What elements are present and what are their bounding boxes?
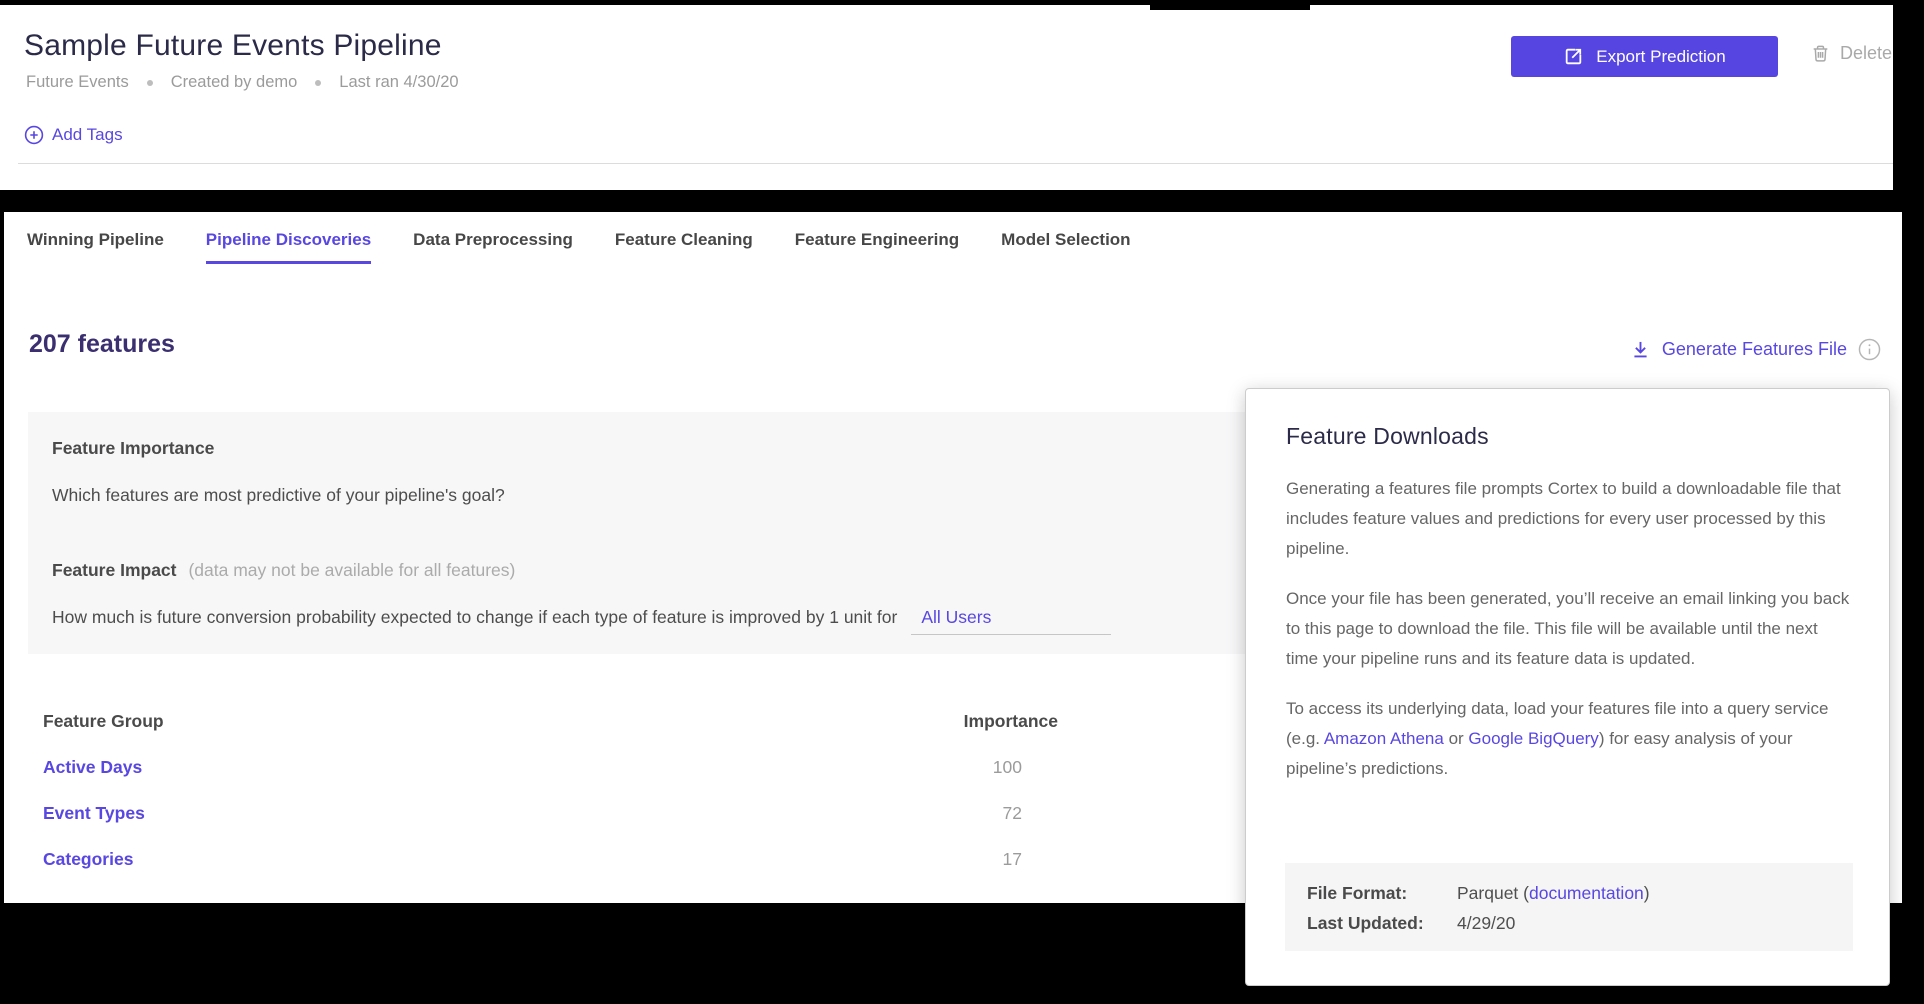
paragraph-text: ) for easy analysis of your pipeline’s predictions. [1286, 729, 1793, 778]
google-bigquery-link[interactable]: Google BigQuery [1468, 729, 1599, 748]
window-gap-artifact [1150, 0, 1310, 10]
feature-group-link-active-days[interactable]: Active Days [43, 756, 143, 777]
delete-button[interactable] [1810, 43, 1892, 64]
last-updated-label: Last Updated: [1307, 913, 1424, 933]
last-updated-row [1307, 908, 1831, 938]
column-header-importance: Importance [963, 710, 1058, 731]
created-by-label: Created by demo [170, 73, 298, 91]
value-text: ) [1643, 883, 1650, 903]
pipeline-tabs [27, 230, 1131, 264]
value-text: Parquet ( [1457, 883, 1529, 903]
feature-group-table [43, 698, 1058, 882]
paragraph-text: or [1443, 729, 1469, 748]
popover-paragraph-3 [1286, 694, 1853, 784]
file-info-box [1285, 863, 1853, 951]
file-format-value [1457, 878, 1650, 908]
feature-importance-title: Feature Importance [52, 438, 215, 458]
feature-impact-title: Feature Impact [52, 560, 177, 580]
tab-data-preprocessing[interactable]: Data Preprocessing [413, 230, 573, 249]
popover-title: Feature Downloads [1286, 423, 1489, 449]
pipeline-meta [26, 73, 459, 92]
download-icon [1630, 339, 1651, 360]
feature-impact-question: How much is future conversion probability expected to change if each type of feature is improved by 1 unit for [52, 607, 898, 627]
feature-impact-note: (data may not be available for all features) [188, 560, 516, 580]
popover-paragraph-2: Once your file has been generated, you’ll receive an email linking you back to this page to download the file. This file will be available until the next time your pipeline runs and its feature data is updated. [1286, 589, 1850, 668]
generate-features-file-label: Generate Features File [1661, 339, 1847, 359]
add-tags-button[interactable] [24, 125, 123, 145]
meta-separator-dot [147, 80, 153, 86]
add-tags-label: Add Tags [52, 125, 123, 144]
features-count-heading: 207 features [29, 330, 175, 358]
page-title: Sample Future Events Pipeline [24, 29, 442, 62]
audience-dropdown[interactable]: All Users [911, 607, 1111, 635]
last-updated-value: 4/29/20 [1457, 913, 1516, 933]
table-header-row [43, 698, 1058, 744]
export-prediction-button[interactable] [1511, 36, 1778, 77]
export-arrow-icon [1563, 46, 1584, 67]
column-header-feature-group: Feature Group [43, 710, 164, 731]
info-circle-icon[interactable] [1858, 338, 1881, 361]
tab-pipeline-discoveries[interactable]: Pipeline Discoveries [206, 230, 371, 264]
importance-value: 72 [1002, 802, 1022, 823]
table-row [43, 836, 1058, 882]
feature-importance-question: Which features are most predictive of your pipeline's goal? [52, 485, 505, 505]
plus-circle-icon [24, 125, 44, 145]
file-format-label: File Format: [1307, 883, 1408, 903]
tab-model-selection[interactable]: Model Selection [1001, 230, 1131, 249]
feature-downloads-popover [1245, 388, 1890, 986]
last-ran-label: Last ran 4/30/20 [339, 73, 459, 91]
amazon-athena-link[interactable]: Amazon Athena [1323, 729, 1444, 748]
pipeline-header [0, 5, 1893, 190]
documentation-link[interactable]: documentation [1528, 883, 1644, 903]
tab-feature-engineering[interactable]: Feature Engineering [794, 230, 960, 249]
tab-winning-pipeline[interactable]: Winning Pipeline [27, 230, 164, 249]
importance-value: 100 [992, 756, 1022, 777]
paragraph-text: To access its underlying data, load your features file into a query service (e.g. [1286, 699, 1829, 748]
export-prediction-label: Export Prediction [1596, 46, 1726, 66]
table-row [43, 744, 1058, 790]
pipeline-type-label: Future Events [26, 73, 129, 91]
feature-group-link-event-types[interactable]: Event Types [43, 802, 145, 823]
trash-icon [1810, 43, 1831, 64]
meta-separator-dot [315, 80, 321, 86]
tab-feature-cleaning[interactable]: Feature Cleaning [614, 230, 753, 249]
importance-value: 17 [1002, 848, 1022, 869]
delete-label: Delete [1840, 43, 1893, 63]
header-divider [18, 163, 1893, 164]
feature-group-link-categories[interactable]: Categories [43, 848, 134, 869]
file-format-row [1307, 878, 1831, 908]
generate-features-file-link[interactable] [1630, 338, 1881, 361]
popover-paragraph-1: Generating a features file prompts Cortex to build a downloadable file that includes feature values and predictions for every user processed by this pipeline. [1286, 479, 1841, 558]
table-row [43, 790, 1058, 836]
